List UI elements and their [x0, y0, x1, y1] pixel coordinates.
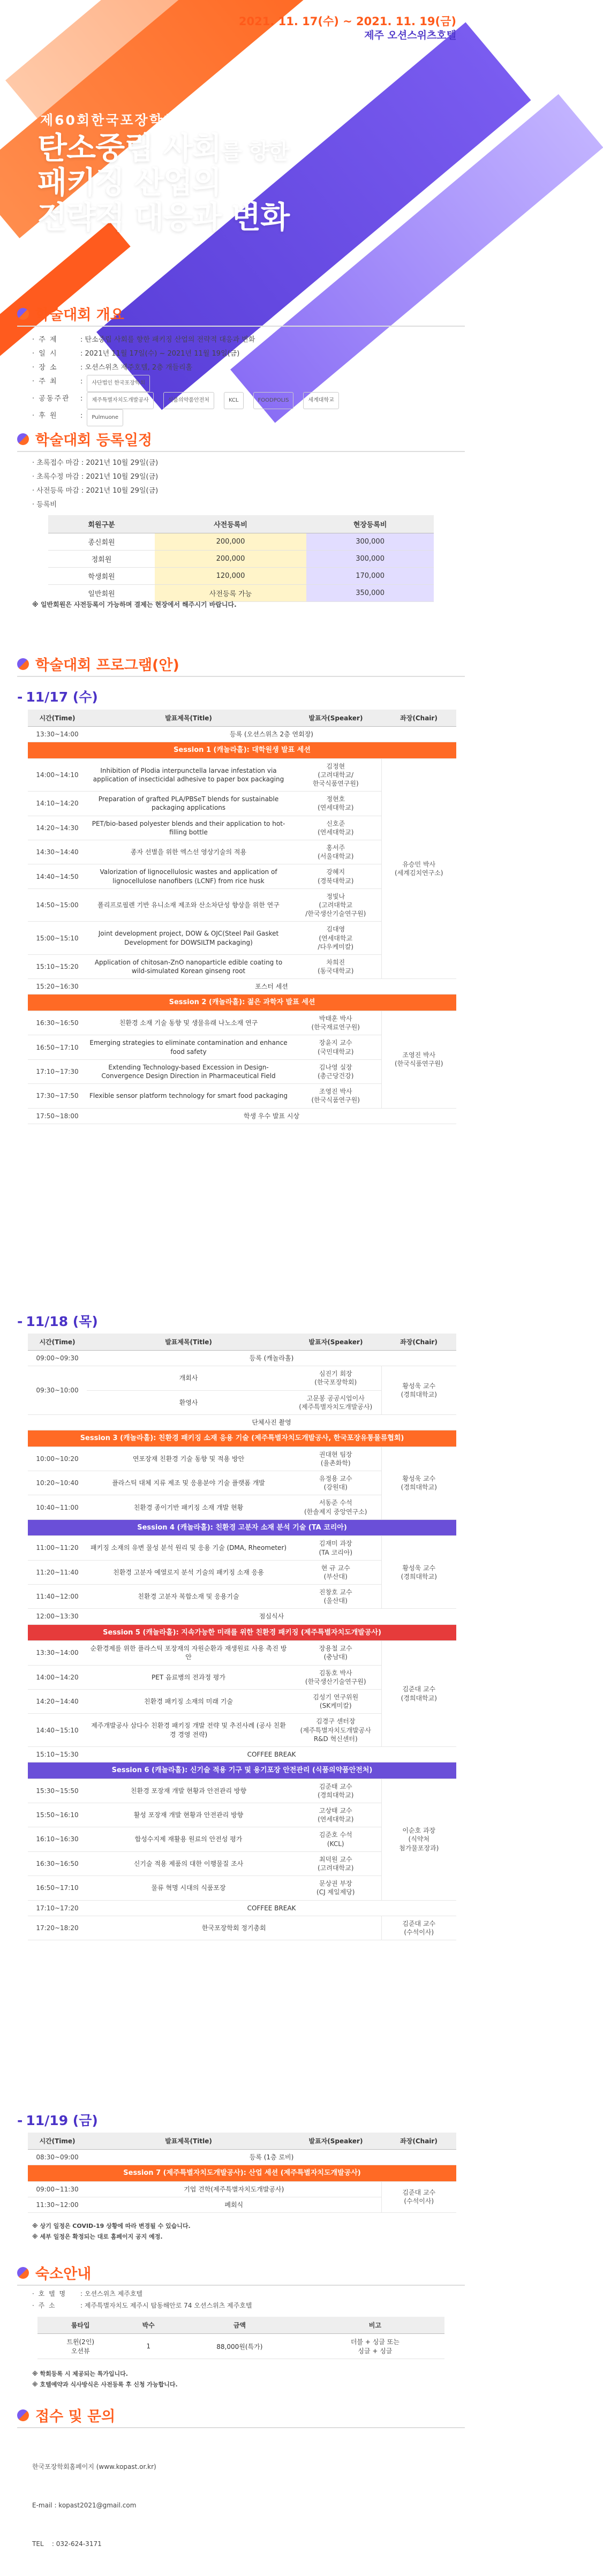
table-row: 17:20~18:20 한국포장학회 정기총회 김준대 교수 (수석이사) [28, 1916, 456, 1940]
hero-banner [0, 0, 482, 289]
section-bullet-icon [17, 658, 29, 670]
co-host-logo: 식품의약품안전처 [163, 392, 214, 409]
session-header: Session 5 (캐놀라홀): 지속가능한 미래를 위한 친환경 패키징 (제주특별자치도개발공사) [28, 1624, 456, 1641]
table-row: 09:00~11:30 기업 견학(제주특별자치도개발공사) 김준대 교수 (수석이사) [28, 2181, 456, 2197]
table-row: 단체사진 촬영 [28, 1414, 456, 1430]
table-row: 종신회원 200,000 300,000 [48, 533, 434, 551]
lodging-info: · 호 텔 명 : 오션스위츠 제주호텔 · 주 소 : 제주특별자치도 제주시 탑동해안로 74 오션스위츠 제주호텔 [32, 2290, 252, 2309]
registration-info: · 초록접수 마감 : 2021년 10월 29일(금) · 초록수정 마감 : 2021년 10월 29일(금) · 사전등록 마감 : 2021년 10월 29일(금) · 등록비 [32, 459, 159, 509]
fee-table: 회원구분 사전등록비 현장등록비 종신회원 200,000 300,000 정회원 200,000 300,000 학생회원 120,000 170,000 일반회원 사전등록 가능 350,000 [48, 515, 434, 602]
day1-table: 시간(Time) 발표제목(Title) 발표자(Speaker) 좌장(Chair) 13:30~14:00 등록 (오션스위츠 2층 연회장) Session 1 (캐놀라홀): 대학원생 발표 세션 14:00~14:10 Inhibition of Plodia interpunctella larvae infestation via application of insecticidal adhesive to paper box packaging 김정현 (고려대학교/ 한국식품연구원) 유승민 박사 (세계김치연구소) 14:10~14:20 Preparation of grafted PLA/PBSeT blends for sustainable packaging applications 정현호 (연세대학교) 14:20~14:30 PET/bio-based polyester blends and their application to hot-filling bottle 신호준 (연세대학교) 14:30~14:40 종자 선별을 위한 엑스선 영상기술의 적용 홍서주 (서울대학교) 14:40~14:50 Valorization of lignocellulosic wastes and application of lignocellulose nanofibers (LCNF) from rice husk 강혜지 (경북대학교) 14:50~15:00 폴리프로필렌 기반 유니소재 제조와 산소차단성 향상을 위한 연구 정빛나 (고려대학교 /한국생산기술연구원) 15:00~15:10 Joint development project, DOW & OJC(Steel Pail Gasket Development for DOWSILTM packaging) 김대영 (연세대학교 /다우케미칼) 15:10~15:20 Application of chitosan-ZnO nanoparticle edible coating to wild-simulated Korean ginseng root 차희진 (동국대학교) 15:20~16:30 포스터 세션 Session 2 (캐놀라홀): 젊은 과학자 발표 세션 16:30~16:50 친환경 소재 기술 동향 및 생물유래 나노소재 연구 박태훈 박사 (한국재료연구원) 조영진 박사 (한국식품연구원) 16:50~17:10 Emerging strategies to eliminate contamination and enhance food safety 장윤지 교수 (국민대학교) 17:10~17:30 Extending Technology-based Excession in Design-Convergence Design Direction in Pharmaceutical Field 김나영 실장 (총근당건강) 17:30~17:50 Flexible sensor platform technology for smart food packaging 조영진 박사 (한국식품연구원) 17:50~18:00 학생 우수 발표 시상 [28, 710, 456, 1124]
section-bullet-icon [17, 2409, 29, 2421]
day3-heading: - 11/19 (금) [17, 2113, 98, 2128]
table-row: 08:30~09:00 등록 (1층 로비) [28, 2150, 456, 2165]
host-logo: 사단법인 한국포장학회 [87, 375, 150, 392]
hero-subtitle: 제60회한국포장학회추계학술대회 [40, 112, 266, 128]
table-row: 14:10~14:20 Preparation of grafted PLA/PBSeT blends for sustainable packaging applications 정현호 (연세대학교) [28, 792, 456, 816]
section-bullet-icon [17, 2267, 29, 2279]
hero-date: 2021. 11. 17(수) ~ 2021. 11. 19(금) [238, 15, 456, 28]
co-host-logo: FOODPOLIS [253, 392, 294, 409]
hero-title-line-1b: 를 향한 [221, 139, 289, 164]
hero-title-line-3: 전략적 대응과 변화 [37, 199, 290, 235]
session-header: Session 1 (캐놀라홀): 대학원생 발표 세션 [28, 742, 456, 759]
hero-title-line-1: 탄소중립 사회 [37, 131, 222, 166]
table-row: 15:20~16:30 포스터 세션 [28, 979, 456, 995]
overview-row: · 일 시 : 2021년 11월 17일(수) ~ 2021년 11월 19일(금) [32, 350, 240, 358]
hero-date-block [239, 14, 456, 43]
table-row: 14:50~15:00 폴리프로필렌 기반 유니소재 제조와 산소차단성 향상을 위한 연구 정빛나 (고려대학교 /한국생산기술연구원) [28, 888, 456, 922]
section-bullet-icon [17, 308, 29, 320]
table-row: 14:20~14:40 친환경 패키징 소재의 미래 기술 김성기 연구위원 (SK케미칼) [28, 1689, 456, 1713]
program-note: ※ 상기 일정은 COVID-19 상황에 따라 변경될 수 있습니다. [32, 2223, 191, 2229]
lodging-note: ※ 학회등록 시 제공되는 특가입니다. [32, 2370, 128, 2377]
contact-email[interactable]: E-mail : kopast2021@gmail.com [32, 2502, 137, 2509]
table-row: 11:00~11:20 패키징 소재의 유변 물성 분석 원리 및 응용 기술 (DMA, Rheometer) 김재미 과장 (TA 코리아) 황성욱 교수 (경희대학교) [28, 1536, 456, 1560]
overview-row: · 후 원 : Pulmuone [32, 409, 339, 426]
table-row: 17:50~18:00 학생 우수 발표 시상 [28, 1108, 456, 1124]
session-header: Session 4 (캐놀라홀): 친환경 고분자 소재 분석 기술 (TA 코리아) [28, 1519, 456, 1536]
table-row: 트윈(2인) 오션뷰 1 88,000원(특가) 더블 + 싱글 또는 싱글 + 싱글 [37, 2334, 444, 2359]
table-row: 학생회원 120,000 170,000 [48, 568, 434, 585]
table-row: 10:20~10:40 플라스틱 대체 지류 제조 및 응용분야 기술 플랫폼 개발 유정용 교수 (강원대) [28, 1471, 456, 1495]
table-row: 17:30~17:50 Flexible sensor platform technology for smart food packaging 조영진 박사 (한국식품연구원) [28, 1084, 456, 1108]
co-host-logo: 세계대학교 [303, 392, 338, 409]
overview-row: · 장 소 : 오션스위츠 제주호텔, 2층 개들리홀 [32, 364, 193, 372]
overview-row: · 공동주관 : 제주특별자치도개발공사 식품의약품안전처 KCL FOODPOLIS 세계대학교 [32, 392, 339, 409]
divider [17, 676, 465, 677]
table-row: 일반회원 사전등록 가능 350,000 [48, 585, 434, 602]
section-bullet-icon [17, 433, 29, 445]
session-header: Session 7 (제주특별자치도개발공사): 산업 세션 (제주특별자치도개발공사) [28, 2165, 456, 2182]
co-host-logo: 제주특별자치도개발공사 [87, 392, 153, 409]
table-row: 13:30~14:00 순환경제를 위한 플라스틱 포장재의 자원순환과 재생원료 사용 촉진 방안 장용철 교수 (충남대) 김준대 교수 (경희대학교) [28, 1641, 456, 1665]
table-row: 16:50~17:10 Emerging strategies to eliminate contamination and enhance food safety 장윤지 교수 (국민대학교) [28, 1035, 456, 1059]
table-row: 10:40~11:00 친환경 종이기반 패키징 소재 개발 현황 서동준 수석 (한솔제지 중앙연구소) [28, 1495, 456, 1519]
program-note: ※ 세부 일정은 확정되는 대로 홈페이지 공지 예정. [32, 2233, 163, 2240]
table-row: 14:30~14:40 종자 선별을 위한 엑스선 영상기술의 적용 홍서주 (서울대학교) [28, 840, 456, 864]
table-row: 11:40~12:00 친환경 고분자 복합소재 및 응용기술 진창호 교수 (울산대) [28, 1585, 456, 1609]
sponsor-logo: Pulmuone [87, 409, 123, 426]
overview-heading [17, 303, 124, 324]
lodging-table: 룸타입 박수 금액 비고 트윈(2인) 오션뷰 1 88,000원(특가) 더블 + 싱글 또는 싱글 + 싱글 [37, 2317, 444, 2359]
contact-tel: TEL : 032-624-3171 [32, 2540, 102, 2548]
table-row: 11:30~12:00 폐회식 [28, 2197, 456, 2212]
divider [17, 326, 465, 327]
day3-table: 시간(Time) 발표제목(Title) 발표자(Speaker) 좌장(Chair) 08:30~09:00 등록 (1층 로비) Session 7 (제주특별자치도개발공사): 산업 세션 (제주특별자치도개발공사) 09:00~11:30 기업 견학(제주특별자치도개발공사) 김준대 교수 (수석이사) 11:30~12:00 폐회식 [28, 2133, 456, 2213]
overview-heading-text: 학술대회 개요 [35, 307, 124, 323]
hero-venue: 제주 오션스위츠호텔 [364, 29, 456, 42]
overview-row: · 주 최 : 사단법인 한국포장학회 [32, 375, 339, 392]
overview-info [32, 333, 339, 426]
day2-heading: - 11/18 (목) [17, 1314, 98, 1329]
table-row: 16:50~17:10 물류 혁명 시대의 식품포장 문상권 부장 (CJ 제일제당) [28, 1876, 456, 1900]
day1-heading: - 11/17 (수) [17, 689, 98, 705]
hero-title-line-2: 패키징 산업의 [37, 165, 222, 201]
table-row: 12:00~13:30 점심식사 [28, 1609, 456, 1624]
table-row: 15:10~15:30 COFFEE BREAK [28, 1746, 456, 1762]
table-row: 17:10~17:20 COFFEE BREAK [28, 1900, 456, 1916]
table-row: 09:30~10:00 개회사 심진기 회장 (한국포장학회) 황성욱 교수 (경희대학교) [28, 1366, 456, 1390]
table-row: 14:20~14:30 PET/bio-based polyester blends and their application to hot-filling bottle 신호준 (연세대학교) [28, 816, 456, 840]
table-row: 정회원 200,000 300,000 [48, 551, 434, 568]
lodging-heading: 숙소안내 [17, 2262, 91, 2283]
table-row: 10:00~10:20 연포장재 친환경 기술 동향 및 적용 방안 권대현 팀장 (율촌화학) 황성욱 교수 (경희대학교) [28, 1447, 456, 1471]
day2-table: 시간(Time) 발표제목(Title) 발표자(Speaker) 좌장(Chair) 09:00~09:30 등록 (캐놀라홀) 09:30~10:00 개회사 심진기 회장 (한국포장학회) 황성욱 교수 (경희대학교) 환영사 고문봉 공공시업이사 (제주특별자치도개발공사) 단체사진 촬영 Session 3 (캐놀라홀): 친환경 패키징 소재 응용 기술 (제주특별자치도개발공사, 한국포장유통물류협회) 10:00~10:20 연포장재 친환경 기술 동향 및 적용 방안 권대현 팀장 (율촌화학) 황성욱 교수 (경희대학교) 10:20~10:40 플라스틱 대체 지류 제조 및 응용분야 기술 플랫폼 개발 유정용 교수 (강원대) 10:40~11:00 친환경 종이기반 패키징 소재 개발 현황 서동준 수석 (한솔제지 중앙연구소) Session 4 (캐놀라홀): 친환경 고분자 소재 분석 기술 (TA 코리아) 11:00~11:20 패키징 소재의 유변 물성 분석 원리 및 응용 기술 (DMA, Rheometer) 김재미 과장 (TA 코리아) 황성욱 교수 (경희대학교) 11:20~11:40 친환경 고분자 예열로지 분석 기술의 패키징 소재 응용 현 규 교수 (부산대) 11:40~12:00 친환경 고분자 복합소재 및 응용기술 진창호 교수 (울산대) 12:00~13:30 점심식사 Session 5 (캐놀라홀): 지속가능한 미래를 위한 친환경 패키징 (제주특별자치도개발공사) 13:30~14:00 순환경제를 위한 플라스틱 포장재의 자원순환과 재생원료 사용 촉진 방안 장용철 교수 (충남대) 김준대 교수 (경희대학교) 14:00~14:20 PET 음료병의 전과정 평가 김동호 박사 (한국생산기술연구원) 14:20~14:40 친환경 패키징 소재의 미래 기술 김성기 연구위원 (SK케미칼) 14:40~15:10 제주개발공사 삼다수 친환경 패키징 개발 전략 및 추진사례 (공사 친환경 경영 전략) 김경구 센터장 (제주특별자치도개발공사 R&D 혁신센터) 15:10~15:30 COFFEE BREAK Session 6 (캐놀라홀): 신기술 적용 기구 및 용기포장 안전관리 (식품의약품안전처) 15:30~15:50 친환경 포장재 개발 현황과 안전관리 방향 김준태 교수 (경희대학교) 이순호 과장 (식약처 첨가물포장과) 15:50~16:10 활성 포장재 개발 현황과 안전관리 방향 고상태 교수 (연세대학교) 16:10~16:30 합성수지제 재활용 원료의 안전성 평가 김준호 수석 (KCL) 16:30~16:50 신기술 적용 제품의 대한 이행물질 조사 최덕원 교수 (고려대학교) 16:50~17:10 물류 혁명 시대의 식품포장 문상권 부장 (CJ 제일제당) 17:10~17:20 COFFEE BREAK 17:20~18:20 한국포장학회 정기총회 김준대 교수 (수석이사) [28, 1334, 456, 1940]
divider [17, 451, 465, 452]
table-row: 16:30~16:50 신기술 적용 제품의 대한 이행물질 조사 최덕원 교수 (고려대학교) [28, 1851, 456, 1875]
lodging-note: ※ 호텔예약과 식사방식은 사전등록 후 신청 가능합니다. [32, 2381, 178, 2388]
table-row: 17:10~17:30 Extending Technology-based Excession in Design-Convergence Design Direction in Pharmaceutical Field 김나영 실장 (총근당건강) [28, 1059, 456, 1083]
overview-row: · 주 제 : 탄소중립 사회를 향한 패키징 산업의 전략적 대응과 변화 [32, 336, 255, 344]
table-row: 14:40~14:50 Valorization of lignocellulosic wastes and application of lignocellulose nanofibers (LCNF) from rice husk 강혜지 (경북대학교) [28, 864, 456, 888]
divider [17, 2285, 465, 2286]
registration-heading: 학술대회 등록일정 [17, 428, 152, 449]
table-row: 환영사 고문봉 공공시업이사 (제주특별자치도개발공사) [28, 1390, 456, 1414]
table-row: 15:10~15:20 Application of chitosan-ZnO nanoparticle edible coating to wild-simulated Korean ginseng root 차희진 (동국대학교) [28, 954, 456, 978]
table-row: 16:30~16:50 친환경 소재 기술 동향 및 생물유래 나노소재 연구 박태훈 박사 (한국재료연구원) 조영진 박사 (한국식품연구원) [28, 1011, 456, 1035]
contact-info [32, 2435, 156, 2576]
co-host-logo: KCL [224, 392, 244, 409]
contact-heading: 접수 및 문의 [17, 2405, 115, 2426]
table-row: 14:00~14:20 PET 음료병의 전과정 평가 김동호 박사 (한국생산기술연구원) [28, 1665, 456, 1689]
table-row: 15:30~15:50 친환경 포장재 개발 현황과 안전관리 방향 김준태 교수 (경희대학교) 이순호 과장 (식약처 첨가물포장과) [28, 1779, 456, 1803]
contact-website[interactable]: 한국포장학회홈페이지 (www.kopast.or.kr) [32, 2463, 156, 2470]
table-row: 15:50~16:10 활성 포장재 개발 현황과 안전관리 방향 고상태 교수 (연세대학교) [28, 1803, 456, 1827]
session-header: Session 6 (캐놀라홀): 신기술 적용 기구 및 용기포장 안전관리 (식품의약품안전처) [28, 1762, 456, 1779]
table-row: 09:00~09:30 등록 (캐놀라홀) [28, 1351, 456, 1366]
session-header: Session 3 (캐놀라홀): 친환경 패키징 소재 응용 기술 (제주특별자치도개발공사, 한국포장유통물류협회) [28, 1430, 456, 1447]
program-heading: 학술대회 프로그램(안) [17, 653, 179, 674]
divider [17, 2427, 465, 2428]
registration-note: ※ 일반회원은 사전등록이 가능하며 결제는 현장에서 해주시기 바랍니다. [32, 601, 237, 608]
session-header: Session 2 (캐놀라홀): 젊은 과학자 발표 세션 [28, 995, 456, 1011]
table-row: 13:30~14:00 등록 (오션스위츠 2층 연회장) [28, 727, 456, 742]
table-row: 14:00~14:10 Inhibition of Plodia interpunctella larvae infestation via application of insecticidal adhesive to paper box packaging 김정현 (고려대학교/ 한국식품연구원) 유승민 박사 (세계김치연구소) [28, 758, 456, 792]
table-row: 11:20~11:40 친환경 고분자 예열로지 분석 기술의 패키징 소재 응용 현 규 교수 (부산대) [28, 1560, 456, 1584]
table-row: 16:10~16:30 합성수지제 재활용 원료의 안전성 평가 김준호 수석 (KCL) [28, 1827, 456, 1851]
hero-title [37, 131, 289, 235]
table-row: 14:40~15:10 제주개발공사 삼다수 친환경 패키징 개발 전략 및 추진사례 (공사 친환경 경영 전략) 김경구 센터장 (제주특별자치도개발공사 R&D 혁신센터) [28, 1714, 456, 1747]
table-row: 15:00~15:10 Joint development project, DOW & OJC(Steel Pail Gasket Development for DOWSILTM packaging) 김대영 (연세대학교 /다우케미칼) [28, 922, 456, 955]
